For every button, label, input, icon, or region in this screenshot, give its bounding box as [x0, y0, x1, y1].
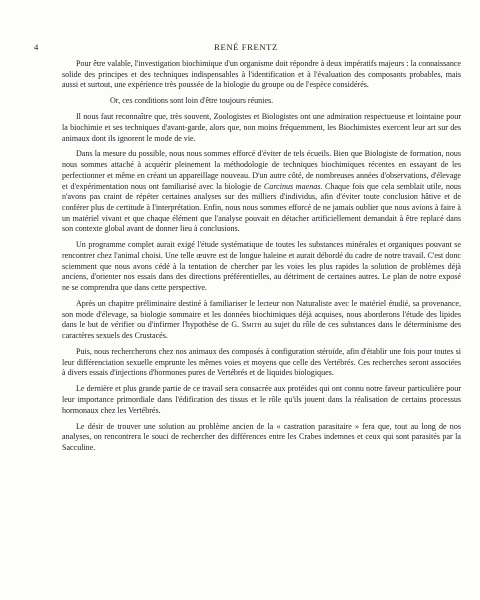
paragraph-9: Le désir de trouver une solution au problème ancien de la « castration parasitaire » fera que, tout au long de nos analyses, on rencontrera le souci de rechercher des différences entre les Crabes indemnes et ceux qui sont parasités par la Sacculine. — [62, 421, 461, 452]
body-text — [62, 59, 461, 459]
paragraph-6 — [62, 299, 461, 342]
paragraph-8: Le dernière et plus grande partie de ce travail sera consacrée aux protéides qui ont connu notre faveur particulière pour leur importance primordiale dans l'édification des tissus et le rôle qu'ils jouent dans la réalisation de certains processus hormonaux chez les Vertébrés. — [62, 384, 461, 415]
paragraph-6-text-a: Après un chapitre préliminaire destiné à familiariser le lecteur non Naturaliste avec le matériel étudié, sa provenance, son mode d'élevage, sa biologie sommaire et les données biochimiques déjà acquises, nous aborderons l'étude des lipides dans le but de vérifier ou d'infirmer l'hypothèse de G. — [62, 299, 461, 330]
paragraph-7: Puis, nous rechercherons chez nos animaux des composés à configuration stéroïde, afin d'établir une fois pour toutes si leur différenciation sexuelle emprunte les mêmes voies et moyens que celle des Vertébrés. Ces recherches seront associées à divers essais d'injections d'hormones pures de Vertébrés et de liquides biologiques. — [62, 347, 461, 378]
paragraph-3: Il nous faut reconnaître que, très souvent, Zoologistes et Biologistes ont une admiration respectueuse et lointaine pour la biochimie et ses techniques d'avant-garde, alors que, non moins fréquemment, les Biochimistes exercent leur art sur des animaux dont ils ignorent le mode de vie. — [62, 112, 461, 143]
paragraph-2: Or, ces conditions sont loin d'être toujours réunies. — [110, 96, 274, 106]
species-name: Carcinus maenas — [263, 181, 321, 191]
paragraph-4-text-b: . Chaque fois que cela semblait utile, nous n'avons pas craint de répéter certaines analyses sur des milliers d'individus, afin d'éviter toute conclusion hâtive et de conférer plus de certitude à l'interprétation. Enfin, nous nous sommes efforcé de ne jamais oublier que nous avions à faire à un matériel vivant et que chaque élément que l'analyse pouvait en détacher artificiellement demandait à être replacé dans son contexte global avant de donner lieu à conclusions. — [62, 181, 462, 234]
author-name: Smith — [241, 320, 262, 330]
paragraph-4-text-a: Dans la mesure du possible, nous nous sommes efforcé d'éviter de tels écueils. Bien que Biologiste de formation, nous nous sommes attaché à acquérir pleinement la méthodologie de techniques biochimiques récentes en essayant de les perfectionner et même en créant un appareillage nouveau. D'un autre côté, de nombreuses années d'observations, d'élevage et d'expérimentation nous ont familiarisé avec la biologie de — [62, 149, 461, 191]
page-number: 4 — [34, 42, 39, 52]
running-head: RENÉ FRENTZ — [214, 42, 278, 52]
paragraph-6-text-b: au sujet du rôle de ces substances dans le déterminisme des caractères sexuels des Crustacés. — [62, 320, 461, 341]
paragraph-4 — [62, 149, 461, 235]
paragraph-5: Un programme complet aurait exigé l'étude systématique de toutes les substances minérales et organiques pouvant se rencontrer chez l'animal choisi. Une telle œuvre est de longue haleine et aurait débordé du cadre de notre travail. C'est donc sciemment que nous avons cédé à la tentation de chercher par les voies les plus rapides la solution de problèmes déjà anciens, d'orienter nos essais dans des directions préférentielles, au détriment de certaines autres. Le plan de notre exposé ne se comprendra que dans cette perspective. — [62, 240, 461, 293]
page-header — [34, 42, 458, 54]
paragraph-1: Pour être valable, l'investigation biochimique d'un organisme doit répondre à deux impératifs majeurs : la connaissance solide des principes et des techniques indispensables à l'identification et à l'évaluation des composants probables, mais aussi et surtout, une expérience très poussée de la biologie du groupe ou de l'espèce considérés. — [62, 59, 461, 90]
